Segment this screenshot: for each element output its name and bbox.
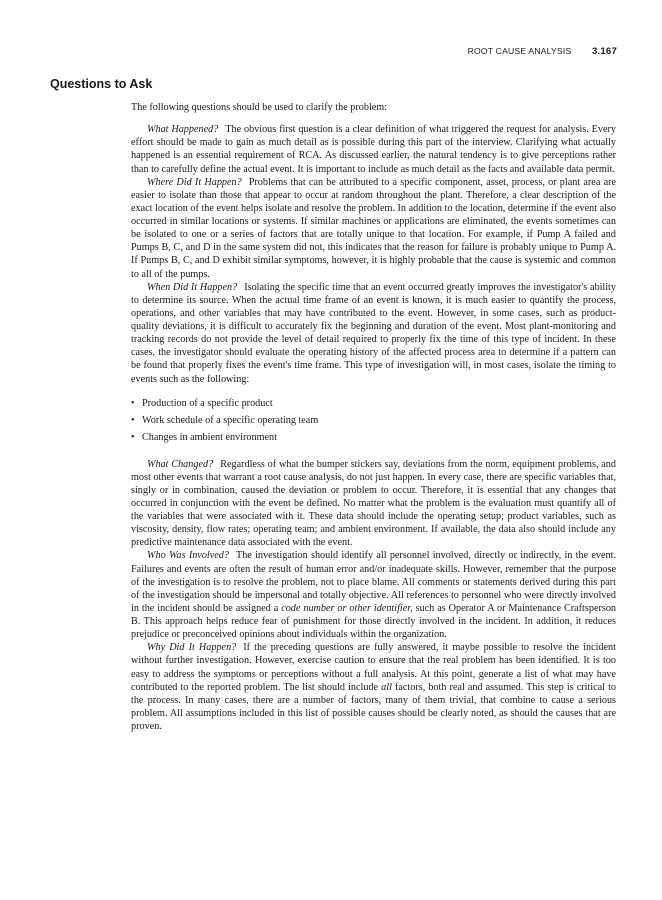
paragraph-what-changed [131, 458, 616, 550]
running-head-title: ROOT CAUSE ANALYSIS [467, 46, 572, 56]
list-item: • Changes in ambient environment [131, 432, 277, 444]
emphasis-text: code number or other identifier, [281, 602, 413, 614]
question-lead: When Did It Happen? [147, 281, 238, 293]
paragraph-text: Isolating the specific time that an event occurred greatly improves the investigator's ability to determine its source. When the actual time frame of an event is known, it is much easier to quantify the process, operations, and other variables that may have contributed to the event. However, in some cases, such as product-quality deviations, it is difficult to accurately fix the beginning and duration of the event. Most plant-monitoring and tracking records do not provide the level of detail required to properly fix the time of this type of incident. In these cases, the investigator should evaluate the operating history of the affected process area to determine if a pattern can be found that properly fixes the event's time frame. This type of investigation will, in most cases, isolate the timing to events such as the following: [131, 281, 616, 385]
list-item: • Production of a specific product [131, 397, 273, 409]
question-lead: What Changed? [147, 458, 214, 470]
paragraph-text: The obvious first question is a clear definition of what triggered the request for analysis. Every effort should be made to gain as much detail as is possible during this part of the interview. Clarifying what actually happened is an essential requirement of RCA. As discussed earlier, the natural tendency is to give perceptions rather than to carefully define the actual event. It is important to include as much detail as the facts and available data permit. [131, 124, 617, 175]
paragraph-where-did-it-happen [131, 176, 616, 281]
list-item: • Work schedule of a specific operating team [131, 415, 319, 427]
section-heading: Questions to Ask [50, 77, 153, 91]
paragraph-text: factors, both real and assumed. This step is critical to the process. In many cases, there are a number of factors, many of them trivial, that combine to cause a serious problem. All assumptions included in this list of possible causes should be clearly noted, as should the causes that are proven. [131, 681, 616, 733]
body-text [131, 101, 616, 733]
paragraph-when-did-it-happen [131, 281, 616, 386]
running-head [468, 46, 617, 57]
paragraph-what-happened [131, 123, 616, 176]
question-lead: What Happened? [147, 124, 219, 136]
paragraph-text: The investigation should identify all personnel involved, directly or indirectly, in the event. Failures and events are often the result of human error and/or inadequate skills. However, remember that the purpose of the investigation is to resolve the problem, not to place blame. All comments or statements derived during this part of the investigation should be impersonal and totally objective. All references to personnel who were directly involved in the incident should be assigned a [131, 550, 616, 614]
emphasis-text: all [381, 681, 392, 693]
page-number: 3.167 [591, 46, 617, 57]
intro-paragraph: The following questions should be used to clarify the problem: [131, 102, 388, 113]
paragraph-text: Problems that can be attributed to a specific component, asset, process, or plant area are easier to isolate than those that appear to occur at random throughout the plant. Therefore, a clear description of the exact location of the event helps isolate and resolve the problem. In addition to the location, determine if the event also occurred in similar locations or systems. If similar machines or applications are eliminated, the events sometimes can be isolated to one or a series of factors that are totally unique to that location. For example, if Pump A failed and Pumps B, C, and D in the same system did not, this indicates that the reason for failure is probably unique to Pump A. If Pumps B, C, and D exhibit similar symptoms, however, it is highly probable that the cause is systemic and common to all of the pumps. [131, 176, 616, 280]
paragraph-text: If the preceding questions are fully answered, it maybe possible to resolve the incident without further investigation. However, exercise caution to ensure that the real problem has been identified. It is too easy to address the symptoms or perceptions without a full analysis. At this point, generate a list of what may have contributed to the reported problem. The list should include [131, 642, 616, 693]
paragraph-text: such as Operator A or Maintenance Craftsperson B. This approach helps reduce fear of punishment for those directly involved in the incident. In addition, it reduces prejudice or preconceived opinions about individuals within the organization. [131, 602, 617, 641]
paragraph-who-was-involved [131, 549, 616, 641]
paragraph-text: Regardless of what the bumper stickers say, deviations from the norm, equipment problems, and most other events that warrant a root cause analysis, do not just happen. In every case, there are specific variables that, singly or in combination, caused the deviation or problem to occur. Therefore, it is essential that any changes that occurred in conjunction with the event be defined. No matter what the problem is the evaluation must quantify all of the variables that were associated with it. These data should include the operating setup; product variables, such as viscosity, density, flow rates; operating team; and ambient environment. If available, the data also should include any predictive maintenance data associated with the event. [131, 458, 616, 549]
question-lead: Why Did It Happen? [147, 642, 237, 654]
question-lead: Where Did It Happen? [147, 176, 242, 188]
paragraph-why-did-it-happen [131, 641, 616, 733]
question-lead: Who Was Involved? [147, 550, 229, 562]
bullet-list [131, 397, 616, 445]
